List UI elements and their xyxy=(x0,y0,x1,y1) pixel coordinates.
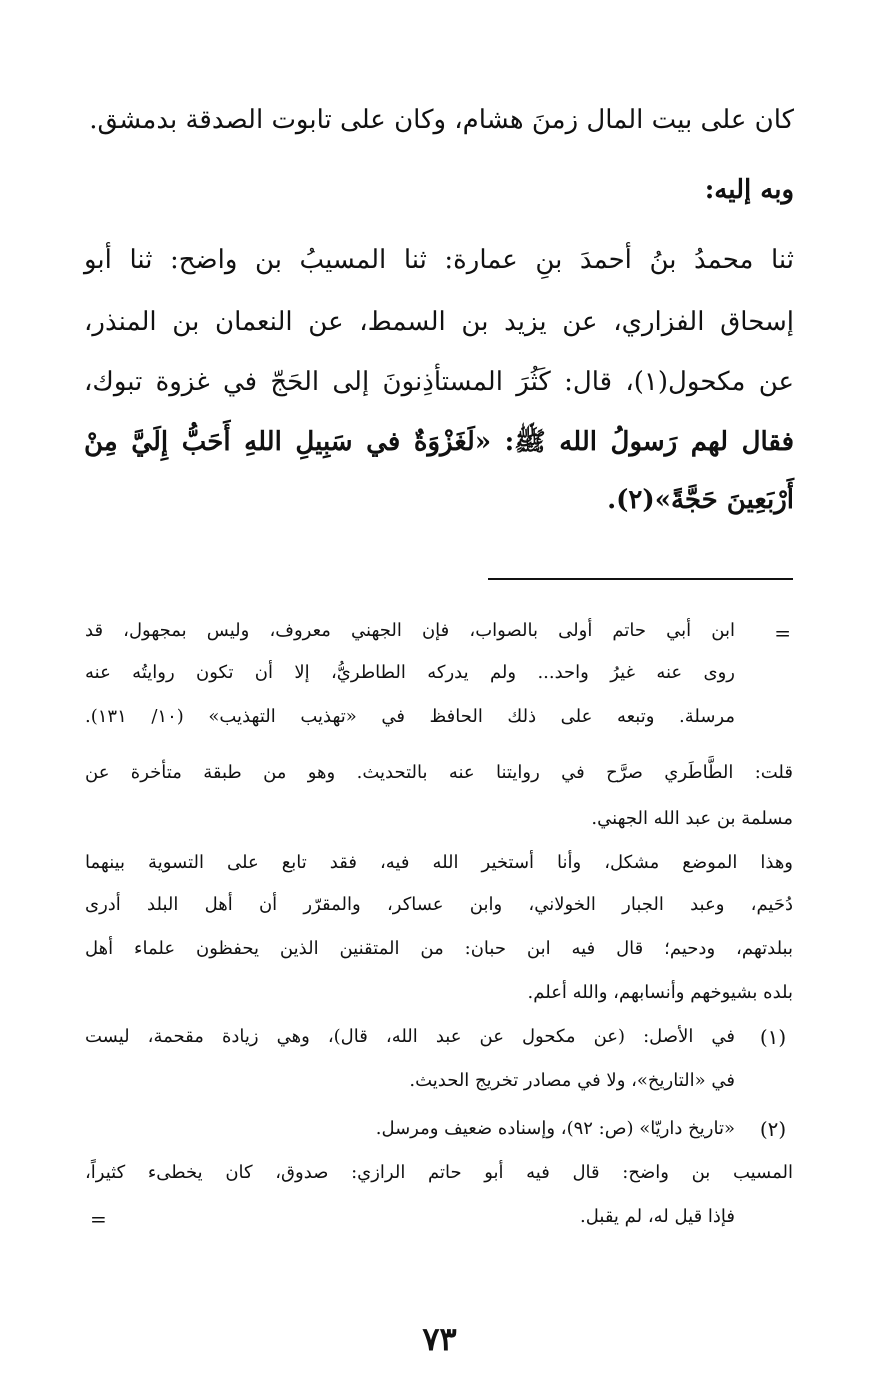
page-number: ٧٣ xyxy=(422,1320,457,1358)
footnote-line: مرسلة. وتبعه على ذلك الحافظ في «تهذيب التهذيب» (١٠/ ١٣١). xyxy=(85,706,735,727)
continuation-marker-end: = xyxy=(90,1207,107,1231)
footnote-line: قلت: الطَّاطَري صرَّح في روايتنا عنه بالتحديث. وهو من طبقة متأخرة عن xyxy=(85,762,793,783)
main-text-line: عن مكحول(١)، قال: كَثُرَ المستأذِنونَ إلى الحَجّ في غزوة تبوك، xyxy=(84,367,794,397)
footnote-line: وهذا الموضع مشكل، وأنا أستخير الله فيه، فقد تابع على التسوية بينهما xyxy=(85,852,793,873)
footnote-2-marker: (٢) xyxy=(759,1117,787,1141)
footnote-line: مسلمة بن عبد الله الجهني. xyxy=(591,808,793,829)
footnote-separator xyxy=(488,578,793,580)
footnote-2-line: المسيب بن واضح: قال فيه أبو حاتم الرازي: صدوق، كان يخطىء كثيراً، xyxy=(85,1162,793,1183)
main-text-line: ثنا محمدُ بنُ أحمدَ بنِ عمارة: ثنا المسيبُ بن واضح: ثنا أبو xyxy=(84,245,794,275)
footnote-1-line: في «التاريخ»، ولا في مصادر تخريج الحديث. xyxy=(409,1070,735,1091)
footnote-line: ببلدتهم، ودحيم؛ قال فيه ابن حبان: من المتقنين الذين يحفظون علماء أهل xyxy=(85,938,793,959)
section-heading: وبه إليه: xyxy=(704,175,794,205)
footnote-line: ابن أبي حاتم أولى بالصواب، فإن الجهني معروف، وليس بمجهول، قد xyxy=(85,620,735,641)
footnote-2-line: فإذا قيل له، لم يقبل. xyxy=(580,1206,735,1227)
footnote-2-line: «تاريخ داريّا» (ص: ٩٢)، وإسناده ضعيف ومرسل. xyxy=(375,1118,735,1139)
main-text-line: إسحاق الفزاري، عن يزيد بن السمط، عن النعمان بن المنذر، xyxy=(84,307,794,337)
footnote-line: روى عنه غيرُ واحد... ولم يدركه الطاطريُّ، إلا أن تكون روايتُه عنه xyxy=(85,662,735,683)
footnote-line: بلده بشيوخهم وأنسابهم، والله أعلم. xyxy=(527,982,793,1003)
footnote-1-line: في الأصل: (عن مكحول عن عبد الله، قال)، وهي زيادة مقحمة، ليست xyxy=(85,1026,735,1047)
footnote-line: دُحَيم، وعبد الجبار الخولاني، وابن عساكر، والمقرّر أن أهل البلد أدرى xyxy=(85,894,794,915)
hadith-text-line: فقال لهم رَسولُ الله ﷺ: «لَغَزْوَةٌ في سَبِيلِ اللهِ أَحَبُّ إِلَيَّ مِنْ xyxy=(84,427,794,457)
main-text-line: كان على بيت المال زمنَ هشام، وكان على تابوت الصدقة بدمشق. xyxy=(89,105,794,135)
footnote-1-marker: (١) xyxy=(759,1025,787,1049)
hadith-text-line: أَرْبَعِينَ حَجَّةً»(٢). xyxy=(607,485,794,515)
continuation-marker: = xyxy=(774,621,791,645)
